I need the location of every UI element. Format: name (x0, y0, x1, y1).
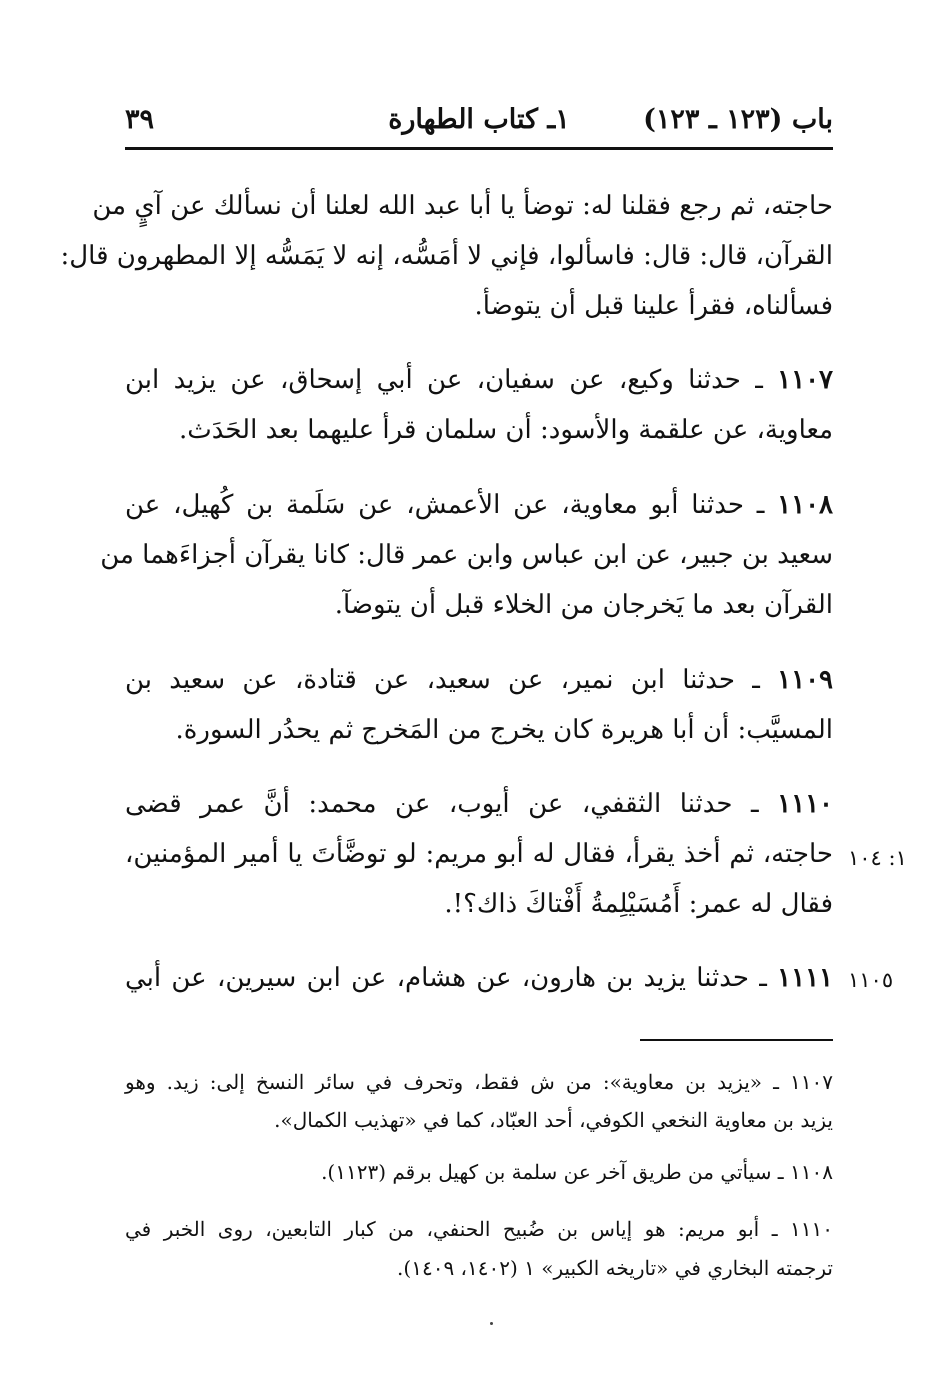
text-line: سعيد بن جبير، عن ابن عباس وابن عمر قال: كانا يقرآن أجزاءَهما من (100, 540, 833, 570)
page-header (125, 104, 833, 144)
text-line: حاجته، ثم رجع فقلنا له: توضأ يا أبا عبد الله لعلنا أن نسألك عن آيٍ من (92, 191, 833, 221)
hadith-number: ١١٠٩ (777, 665, 833, 695)
hadith-1107 (125, 360, 833, 400)
footnote-line: ١١٠٨ ـ سيأتي من طريق آخر عن سلمة بن كهيل برقم (١١٢٣). (321, 1160, 833, 1184)
hadith-text: ـ حدثنا أبو معاوية، عن الأعمش، عن سَلَمة بن كُهيل، عن (125, 490, 778, 520)
text-line: فقال له عمر: أَمُسَيْلِمةُ أَفْتاكَ ذاك؟!. (444, 889, 833, 919)
hadith-number: ١١١٠ (777, 789, 833, 819)
hadith-text: ـ حدثنا الثقفي، عن أيوب، عن محمد: أنَّ عمر قضى (125, 789, 778, 819)
hadith-number: ١١٠٧ (777, 365, 833, 395)
margin-reference: ١١٠٥ (848, 968, 894, 992)
text-line: القرآن، قال: قال: فاسألوا، فإني لا أمَسُّه، إنه لا يَمَسُّه إلا المطهرون قال: (60, 241, 833, 271)
hadith-1108 (125, 485, 833, 525)
text-line: معاوية، عن علقمة والأسود: أن سلمان قرأ عليهما بعد الحَدَث. (178, 415, 833, 445)
footnote-line: ١١٠٧ ـ «يزيد بن معاوية»: من ش فقط، وتحرف في سائر النسخ إلى: زيد. وهو (125, 1070, 833, 1094)
text-line: حاجته، ثم أخذ يقرأ، فقال له أبو مريم: لو توضَّأتَ يا أمير المؤمنين، (125, 839, 833, 869)
hadith-number: ١١٠٨ (777, 490, 833, 520)
hadith-text: ـ حدثنا يزيد بن هارون، عن هشام، عن ابن سيرين، عن أبي (125, 963, 778, 993)
page-speck (490, 1322, 493, 1325)
page-number: ٣٩ (125, 104, 155, 135)
hadith-number: ١١١١ (777, 963, 833, 993)
hadith-text: ـ حدثنا ابن نمير، عن سعيد، عن قتادة، عن سعيد بن (125, 665, 778, 695)
hadith-text: ـ حدثنا وكيع، عن سفيان، عن أبي إسحاق، عن يزيد ابن (125, 365, 778, 395)
text-line: القرآن بعد ما يَخرجان من الخلاء قبل أن يتوضآ. (334, 590, 833, 620)
footnote-line: يزيد بن معاوية النخعي الكوفي، أحد العبّاد، كما في «تهذيب الكمال». (274, 1108, 833, 1132)
footnote-line: ١١١٠ ـ أبو مريم: هو إياس بن ضُبيح الحنفي، من كبار التابعين، روى الخبر في (125, 1217, 833, 1241)
text-line: فسألناه، فقرأ علينا قبل أن يتوضأ. (474, 291, 833, 321)
hadith-1111 (125, 958, 833, 998)
chapter-title: باب (١٢٣ ـ ١٢٣) (643, 104, 833, 135)
footnote-rule (640, 1039, 833, 1041)
hadith-1109 (125, 660, 833, 700)
footnote-line: ترجمته البخاري في «تاريخه الكبير» ١ (١٤٠٢، ١٤٠٩). (397, 1256, 833, 1280)
header-rule (125, 147, 833, 150)
text-line: المسيَّب: أن أبا هريرة كان يخرج من المَخرج ثم يحدُر السورة. (175, 715, 833, 745)
book-title: ١ـ كتاب الطهارة (388, 104, 570, 135)
hadith-1110 (125, 784, 833, 824)
margin-reference: ١: ١٠٤ (848, 846, 907, 870)
